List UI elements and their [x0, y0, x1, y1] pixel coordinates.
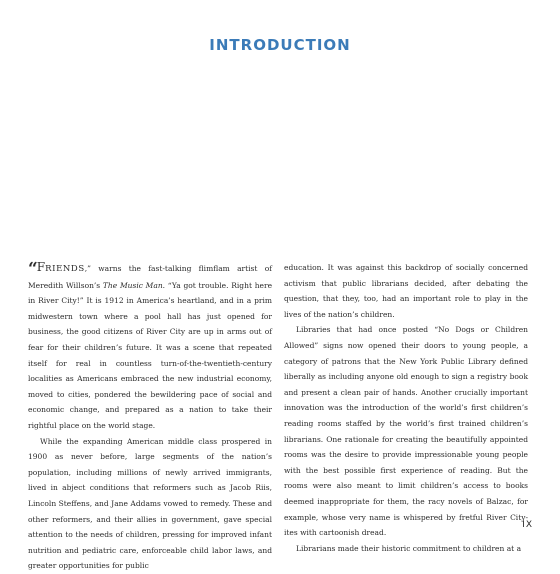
left-text-column — [28, 260, 272, 574]
page-title: INTRODUCTION — [209, 36, 351, 54]
drop-letter: F — [36, 260, 46, 274]
opening-quote-mark: “ — [28, 259, 37, 279]
book-title-italic: The Music Man — [102, 280, 163, 290]
paragraph: Libraries that had once posted “No Dogs or Children Allowed” signs now opened their doors to young people, a category of patrons that the New York Public Library defined liberally as including anyone old enough to sign a registry book and present a clean pair of hands. Another crucially important innovation was the introduction of the world’s first children’s reading rooms staffed by the world’s first trained children’s librarians. One rationale for creating the beautifully appointed rooms was the desire to provide impressionable young people with the best possible first experience of reading. But the rooms were also meant to limit children’s access to books deemed inappropriate for them, the racy novels of Balzac, for example, whose very name is whispered by fretful River City-ites with cartoonish dread. — [284, 325, 528, 538]
paragraph-text: ,” warns the fast-talking flimflam artist of Meredith Willson’s — [28, 264, 272, 290]
paragraph: Librarians made their historic commitment to children at a — [296, 543, 522, 553]
right-text-column — [284, 260, 528, 556]
continued-paragraph: education. It was against this backdrop of socially concerned activism that public librarians decided, after debating the question, that they, too, had an important role to play in the lives of the nation’s children. — [284, 263, 528, 319]
small-caps-word: RIENDS — [45, 264, 85, 274]
opening-paragraph — [28, 260, 272, 434]
paragraph: While the expanding American middle class prospered in 1900 as never before, large segments of the nation’s population, including millions of newly arrived immigrants, lived in abject conditions that reformers such as Jacob Riis, Lincoln Steffens, and Jane Addams vowed to remedy. These and other reformers, and their allies in government, gave special attention to the needs of children, pressing for improved infant nutrition and pediatric care, enforceable child labor laws, and greater opportunities for public — [28, 436, 272, 571]
page-number: IX — [522, 520, 533, 530]
paragraph-text: . “Ya got trouble. Right here in River City!” It is 1912 in America’s heartland, and in a prim midwestern town where a pool hall has just opened for business, the good citizens of River City are up in arms out of fear for their children’s future. It was a scene that repeated itself for real in countless turn-of-the-twentieth-century localities as Americans embraced the new industrial economy, moved to cities, pondered the bewildering pace of social and economic change, and prepared as a nation to take their rightful place on the world stage. — [28, 280, 273, 430]
